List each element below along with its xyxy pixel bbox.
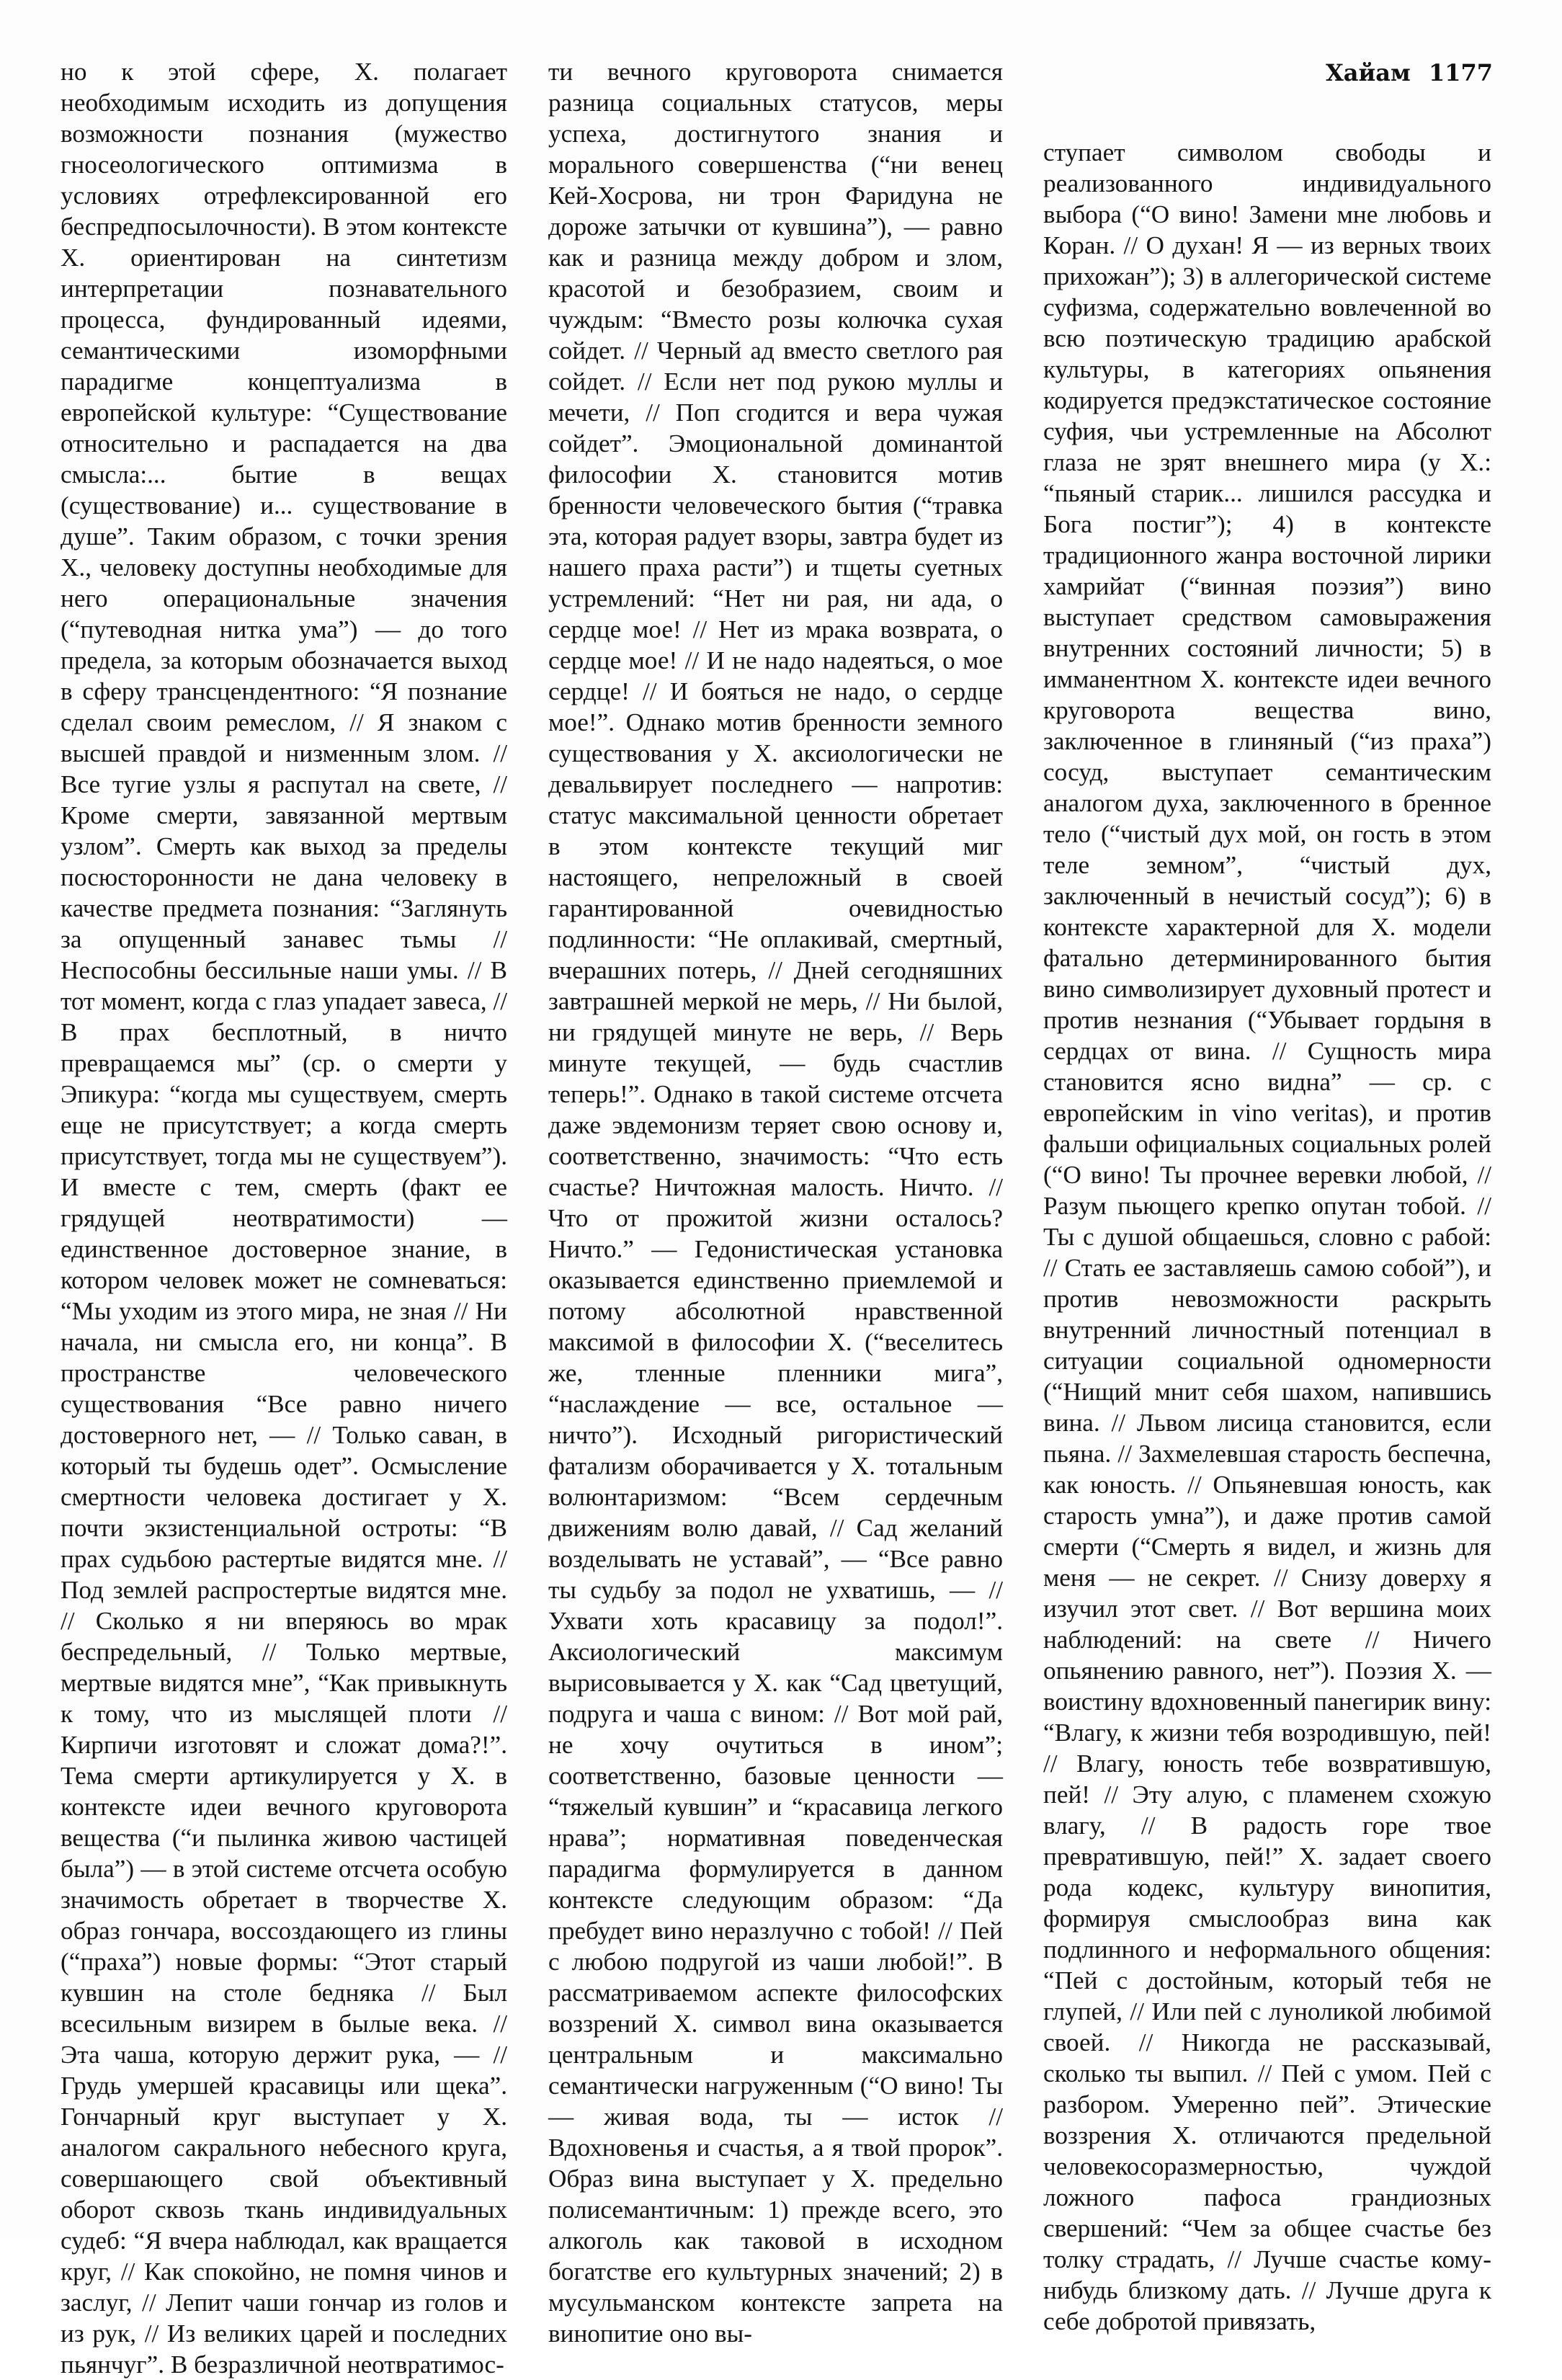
- text-column-right: [1043, 137, 1491, 2335]
- column-text: но к этой сфере, Х. полагает необходимым исходить из допущения возможности познания (мужество гносеологического оптимизма в условиях отрефлексированной его беспредпосылочности). В этом контексте Х. ориентирован на синтетизм интерпретации познавательного процесса, фундированный идеями, семантическими изоморфными парадигме концептуализма в европейской культуре: “Существование относительно и распадается на два смысла:... бытие в вещах (существование) и... существование в душе”. Таким образом, с точки зрения Х., человеку доступны необходимые для него операциональные значения (“путеводная нитка ума”) — до того предела, за которым обозначается выход в сферу трансцендентного: “Я познание сделал своим ремеслом, // Я знаком с высшей правдой и низменным злом. // Все тугие узлы я распутал на свете, // Кроме смерти, завязанной мертвым узлом”. Смерть как выход за пределы посюсторонности не дана человеку в качестве предмета познания: “Заглянуть за опущенный занавес тьмы // Неспособны бессильные наши умы. // В тот момент, когда с глаз упадает завеса, // В прах бесплотный, в ничто превращаемся мы” (ср. о смерти у Эпикура: “когда мы существуем, смерть еще не присутствует; а когда смерть присутствует, тогда мы не существуем”). И вместе с тем, смерть (факт ее грядущей неотвратимости) — единственное достоверное знание, в котором человек может не сомневаться: “Мы уходим из этого мира, не зная // Ни начала, ни смысла его, ни конца”. В пространстве человеческого существования “Все равно ничего достоверного нет, — // Только саван, в который ты будешь одет”. Осмысление смертности человека достигает у Х. почти экзистенциальной остроты: “В прах судьбою растертые видятся мне. // Под землей распростертые видятся мне. // Сколько я ни вперяюсь во мрак беспредельный, // Только мертвые, мертвые видятся мне”, “Как привыкнуть к тому, что из мыслящей плоти // Кирпичи изготовят и сложат дома?!”. Тема смерти артикулируется у Х. в контексте идеи вечного круговорота вещества (“и пылинка живою частицей была”) — в этой системе отсчета особую значимость обретает в творчестве Х. образ гончара, воссоздающего из глины (“праха”) новые формы: “Этот старый кувшин на столе бедняка // Был всесильным визирем в былые века. // Эта чаша, которую держит рука, — // Грудь умершей красавицы или щека”. Гончарный круг выступает у Х. аналогом сакрального небесного круга, совершающего свой объективный оборот сквозь ткань индивидуальных судеб: “Я вчера наблюдал, как вращается круг, // Как спокойно, не помня чинов и заслуг, // Лепит чаши гончар из голов и из рук, // Из великих царей и последних пьянчуг”. В безразличной неотвратимос-: [61, 58, 507, 2379]
- text-column-middle: [548, 56, 1003, 2348]
- column-text: ти вечного круговорота снимается разница социальных статусов, меры успеха, достигнутого знания и морального совершенства (“ни венец Кей-Хосрова, ни трон Фаридуна не дороже затычки от кувшина”), — равно как и разница между добром и злом, красотой и безобразием, своим и чуждым: “Вместо розы колючка сухая сойдет. // Черный ад вместо светлого рая сойдет. // Если нет под рукою муллы и мечети, // Поп сгодится и вера чужая сойдет”. Эмоциональной доминантой философии Х. становится мотив бренности человеческого бытия (“травка эта, которая радует взоры, завтра будет из нашего праха расти”) и тщеты суетных устремлений: “Нет ни рая, ни ада, о сердце мое! // Нет из мрака возврата, о сердце мое! // И не надо надеяться, о мое сердце! // И бояться не надо, о сердце мое!”. Однако мотив бренности земного существования у Х. аксиологически не девальвирует последнего — напротив: статус максимальной ценности обретает в этом контексте текущий миг настоящего, непреложный в своей гарантированной очевидностью подлинности: “Не оплакивай, смертный, вчерашних потерь, // Дней сегодняшних завтрашней меркой не мерь, // Ни былой, ни грядущей минуте не верь, // Верь минуте текущей, — будь счастлив теперь!”. Однако в такой системе отсчета даже эвдемонизм теряет свою основу и, соответственно, значимость: “Что есть счастье? Ничтожная малость. Ничто. // Что от прожитой жизни осталось? Ничто.” — Гедонистическая установка оказывается единственно приемлемой и потому абсолютной нравственной максимой в философии Х. (“веселитесь же, тленные пленники мига”, “наслаждение — все, остальное — ничто”). Исходный ригористический фатализм оборачивается у Х. тотальным волюнтаризмом: “Всем сердечным движениям волю давай, // Сад желаний возделывать не уставай”, — “Все равно ты судьбу за подол не ухватишь, — // Ухвати хоть красавицу за подол!”. Аксиологический максимум вырисовывается у Х. как “Сад цветущий, подруга и чаша с вином: // Вот мой рай, не хочу очутиться в ином”; соответственно, базовые ценности — “тяжелый кувшин” и “красавица легкого нрава”; нормативная поведенческая парадигма формулируется в данном контексте следующим образом: “Да пребудет вино неразлучно с тобой! // Пей с любою подругой из чаши любой!”. В рассматриваемом аспекте философских воззрений Х. символ вина оказывается центральным и максимально семантически нагруженным (“О вино! Ты — живая вода, ты — исток // Вдохновенья и счастья, а я твой пророк”. Образ вина выступает у Х. предельно полисемантичным: 1) прежде всего, это алкоголь как таковой в исходном богатстве его культурных значений; 2) в мусульманском контексте запрета на винопитие оно вы-: [548, 58, 1003, 2348]
- page-number: 1177: [1428, 59, 1493, 86]
- running-head-title: Хайам: [1325, 59, 1411, 86]
- running-head: [1326, 59, 1493, 86]
- column-text: ступает символом свободы и реализованного индивидуального выбора (“О вино! Замени мне любовь и Коран. // О духан! Я — из верных твоих прихожан”); 3) в аллегорической системе суфизма, содержательно вовлеченной во всю поэтическую традицию арабской культуры, в категориях опьянения кодируется предэкстатическое состояние суфия, чьи устремленные на Абсолют глаза не зрят внешнего мира (у Х.: “пьяный старик... лишился рассудка и Бога постиг”); 4) в контексте традиционного жанра восточной лирики хамрийат (“винная поэзия”) вино выступает средством самовыражения внутренних состояний личности; 5) в имманентном Х. контексте идеи вечного круговорота вещества вино, заключенное в глиняный (“из праха”) сосуд, выступает семантическим аналогом духа, заключенного в бренное тело (“чистый дух мой, он гость в этом теле земном”, “чистый дух, заключенный в нечистый сосуд”); 6) в контексте характерной для Х. модели фатально детерминированного бытия вино символизирует духовный протест и против незнания (“Убывает гордыня в сердцах от вина. // Сущность мира становится ясно видна” — ср. с европейским in vino veritas), и против фальши официальных социальных ролей (“О вино! Ты прочнее веревки любой, // Разум пьющего крепко опутан тобой. // Ты с душой общаешься, словно с рабой: // Стать ее заставляешь самою собой”), и против невозможности раскрыть внутренний личностный потенциал в ситуации социальной одномерности (“Нищий мнит себя шахом, напившись вина. // Львом лисица становится, если пьяна. // Захмелевшая старость беспечна, как юность. // Опьяневшая юность, как старость умна”), и даже против самой смерти (“Смерть я видел, и жизнь для меня — не секрет. // Снизу доверху я изучил этот свет. // Вот вершина моих наблюдений: на свете // Ничего опьянению равного, нет”). Поэзия Х. — воистину вдохновенный панегирик вину: “Влагу, к жизни тебя возродившую, пей! // Влагу, юность тебе возвратившую, пей! // Эту алую, с пламенем схожую влагу, // В радость горе твое превратившую, пей!” Х. задает своего рода кодекс, культуру винопития, формируя смыслообраз вина как подлинного и неформального общения: “Пей с достойным, который тебя не глупей, // Или пей с луноликой любимой своей. // Никогда не рассказывай, сколько ты выпил. // Пей с умом. Пей с разбором. Умеренно пей”. Этические воззрения Х. отличаются предельной человекосоразмерностью, чуждой ложного пафоса грандиозных свершений: “Чем за общее счастье без толку страдать, // Лучше счастье кому-нибудь близкому дать. // Лучше друга к себе добротой привязать,: [1043, 138, 1491, 2335]
- text-column-left: [61, 56, 507, 2379]
